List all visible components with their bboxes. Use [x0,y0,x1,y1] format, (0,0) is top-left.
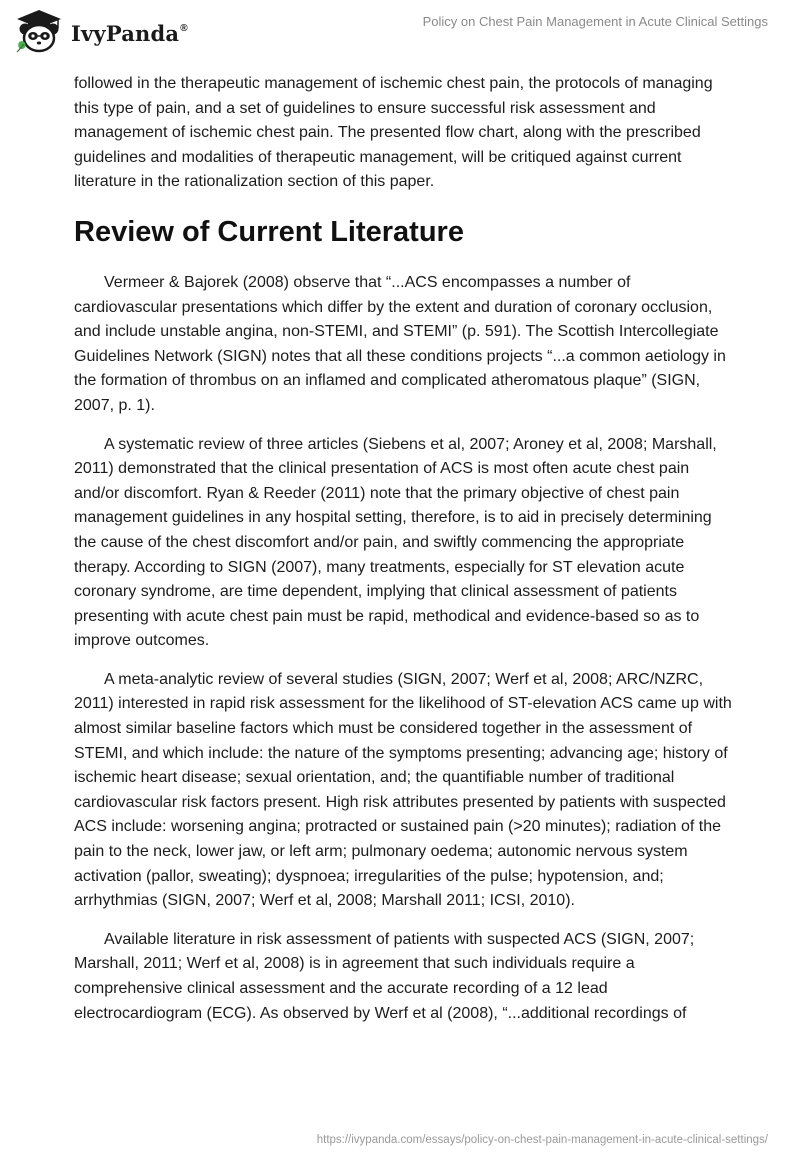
body-paragraph: Available literature in risk assessment of patients with suspected ACS (SIGN, 2007; Marshall, 2011; Werf et al, 2008) is in agreement that such individuals require a comprehensive clinical assessment and the accurate recording of a 12 lead electrocardiogram (ECG). As observed by Werf et al (2008), “...additional recordings of [74,930,695,1022]
source-url[interactable]: https://ivypanda.com/essays/policy-on-chest-pain-management-in-acute-clinical-settings/ [316,1134,768,1146]
brand-name: IvyPanda® [71,20,188,46]
panda-graduate-icon [14,8,64,58]
intro-paragraph: followed in the therapeutic management of ischemic chest pain, the protocols of managing this type of pain, and a set of guidelines to ensure successful risk assessment and management of ischemic chest pain. The presented flow chart, along with the prescribed guidelines and modalities of therapeutic management, will be critiqued against current literature in the rationalization section of this paper. [74,75,713,191]
registered-mark: ® [180,22,188,34]
document-title: Policy on Chest Pain Management in Acute Clinical Settings [422,14,768,29]
essay-content [74,72,734,1040]
body-paragraph: A systematic review of three articles (Siebens et al, 2007; Aroney et al, 2008; Marshall, 2011) demonstrated that the clinical presentation of ACS is most often acute chest pain and/or discomfort. Ryan & Reeder (2011) note that the primary objective of chest pain management guidelines in any hospital setting, therefore, is to aid in precisely determining the cause of the chest discomfort and/or pain, and swiftly commencing the appropriate therapy. According to SIGN (2007), many treatments, especially for ST elevation acute coronary syndrome, are time dependent, implying that clinical assessment of patients presenting with acute chest pain must be rapid, methodical and evidence-based so as to improve outcomes. [74,435,717,650]
body-paragraph: A meta-analytic review of several studies (SIGN, 2007; Werf et al, 2008; ARC/NZRC, 2011) interested in rapid risk assessment for the likelihood of ST-elevation ACS came up with almost similar baseline factors which must be considered together in the assessment of STEMI, and which include: the nature of the symptoms presenting; advancing age; history of ischemic heart disease; sexual orientation, and; the quantifiable number of traditional cardiovascular risk factors present. High risk attributes presented by patients with suspected ACS include: worsening angina; protracted or sustained pain (>20 minutes); radiation of the pain to the neck, lower jaw, or left arm; pulmonary oedema; autonomic nervous system activation (pallor, sweating); dyspnoea; irregularities of the pulse; hypotension, and; arrhythmias (SIGN, 2007; Werf et al, 2008; Marshall 2011; ICSI, 2010). [74,670,732,910]
ivypanda-logo[interactable] [14,8,188,58]
page-header [0,0,800,66]
section-heading: Review of Current Literature [74,215,464,248]
body-paragraph: Vermeer & Bajorek (2008) observe that “...ACS encompasses a number of cardiovascular presentations which differ by the extent and duration of coronary occlusion, and include unstable angina, non-STEMI, and STEMI” (p. 591). The Scottish Intercollegiate Guidelines Network (SIGN) notes that all these conditions projects “...a common aetiology in the formation of thrombus on an inflamed and complicated atheromatous plaque” (SIGN, 2007, p. 1). [74,273,726,414]
